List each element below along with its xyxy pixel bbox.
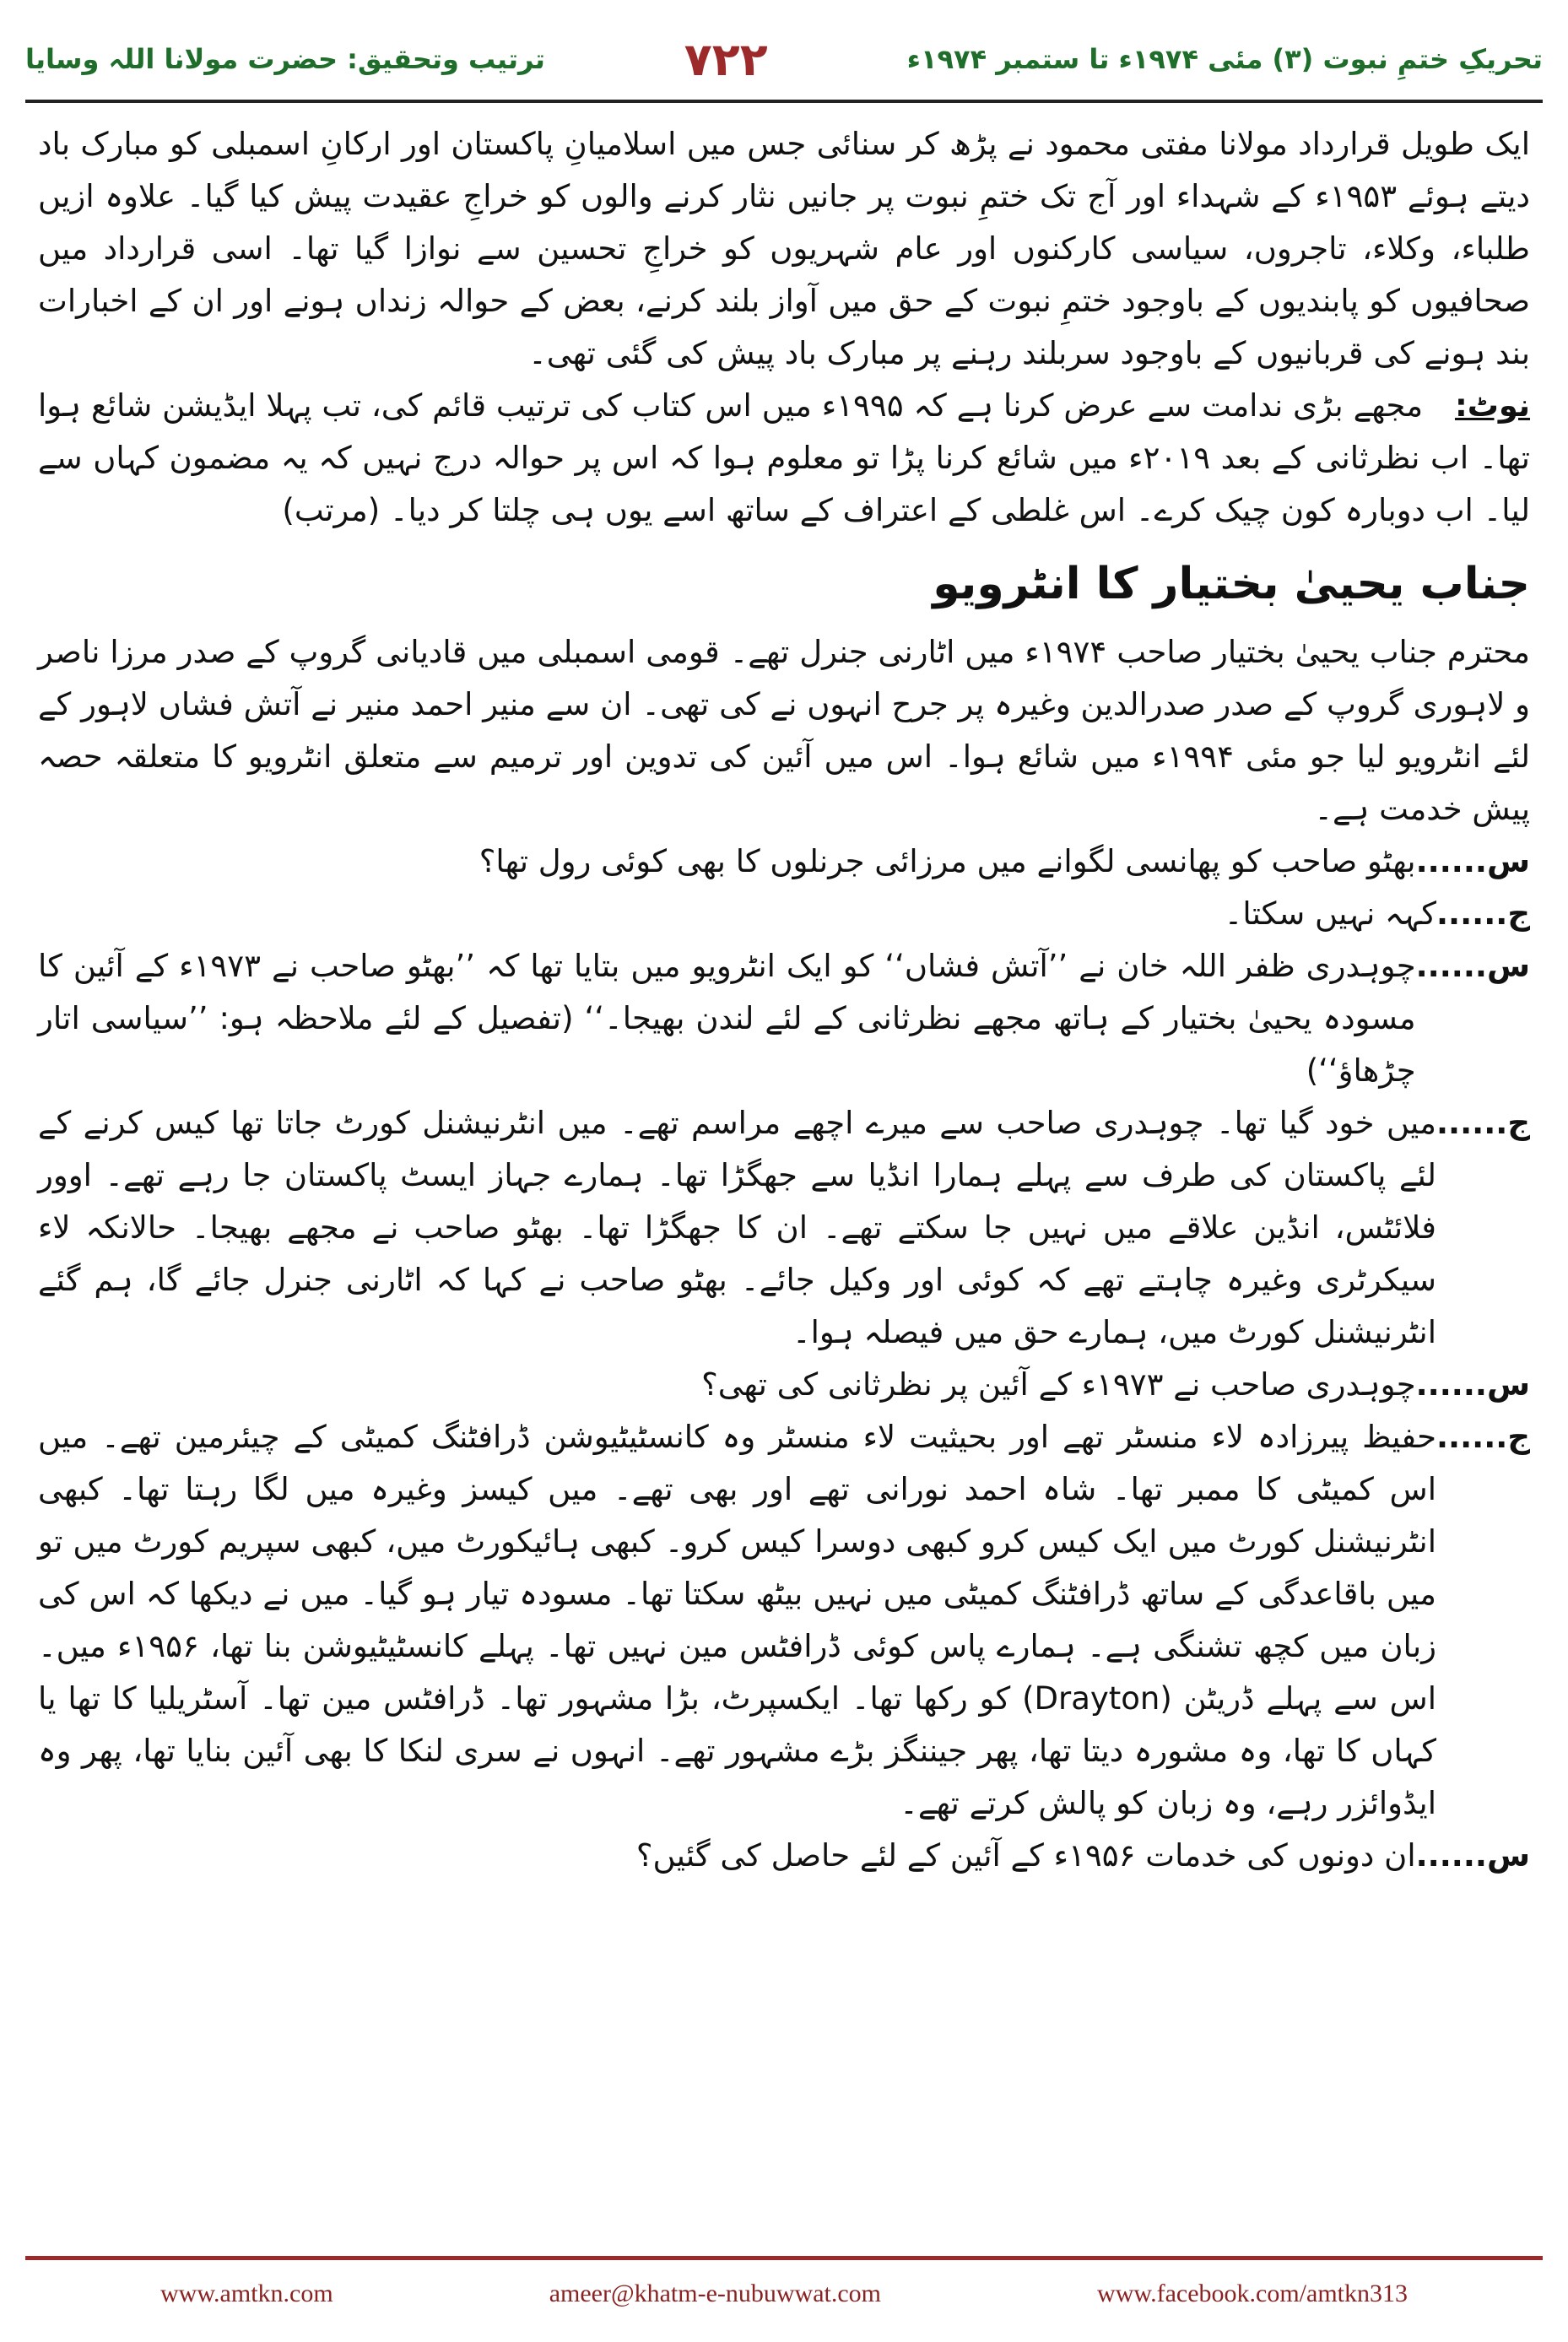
page-body: [38, 118, 1530, 2241]
website-link[interactable]: www.amtkn.com: [160, 2279, 333, 2307]
page-footer: [25, 2256, 1543, 2327]
qa-marker: س......: [1415, 948, 1530, 984]
compiler-credit: ترتیب وتحقیق: حضرت مولانا اللہ وسایا: [25, 43, 545, 75]
qa-item: [38, 940, 1530, 1097]
qa-item: [38, 1359, 1530, 1411]
qa-text: چوہدری ظفر اللہ خان نے ’’آتش فشاں‘‘ کو ایک انٹرویو میں بتایا تھا کہ ’’بھٹو صاحب نے ۱۹۷۳ء کے آئین کا مسودہ یحییٰ بختیار کے ہاتھ مجھے نظرثانی کے لئے لندن بھیجا۔‘‘ (تفصیل کے لئے ملاحظہ ہو: ’’سیاسی اتار چڑھاؤ‘‘): [38, 948, 1416, 1089]
email-link[interactable]: ameer@khatm-e-nubuwwat.com: [549, 2279, 882, 2307]
qa-marker: س......: [1415, 1837, 1530, 1874]
qa-text: کہہ نہیں سکتا۔: [1224, 895, 1436, 932]
note-label: نوٹ:: [1454, 387, 1531, 424]
section-title: جناب یحییٰ بختیار کا انٹرویو: [933, 559, 1530, 609]
qa-text: ان دونوں کی خدمات ۱۹۵۶ء کے آئین کے لئے حاصل کی گئیں؟: [635, 1837, 1416, 1874]
section-intro: محترم جناب یحییٰ بختیار صاحب ۱۹۷۴ء میں اٹارنی جنرل تھے۔ قومی اسمبلی میں قادیانی گروپ کے صدر مرزا ناصر و لاہوری گروپ کے صدر صدرالدین وغیرہ پر جرح انہوں نے کی تھی۔ ان سے منیر احمد منیر نے آتش فشاں لاہور کے لئے انٹرویو لیا جو مئی ۱۹۹۴ء میں شائع ہوا۔ اس میں آئین کی تدوین اور ترمیم سے متعلق انٹرویو کا متعلقہ حصہ پیش خدمت ہے۔: [38, 634, 1531, 827]
qa-item: [38, 1411, 1530, 1830]
qa-text: میں خود گیا تھا۔ چوہدری صاحب سے میرے اچھے مراسم تھے۔ میں انٹرنیشنل کورٹ جاتا تھا کیس کرنے کے لئے پاکستان کی طرف سے پہلے ہمارا انڈیا سے جھگڑا تھا۔ ہمارے جہاز ایسٹ پاکستان جا رہے تھے۔ اوور فلائٹس، انڈین علاقے میں نہیں جا سکتے تھے۔ ان کا جھگڑا تھا۔ بھٹو صاحب نے مجھے بھیجا۔ حالانکہ لاء سیکرٹری وغیرہ چاہتے تھے کہ کوئی اور وکیل جائے۔ بھٹو صاحب نے کہا کہ اٹارنی جنرل جائے گا، ہم گئے انٹرنیشنل کورٹ میں، ہمارے حق میں فیصلہ ہوا۔: [38, 1105, 1436, 1350]
facebook-link[interactable]: www.facebook.com/amtkn313: [1097, 2279, 1408, 2307]
qa-marker: ج......: [1436, 1105, 1530, 1141]
page-number: ۷۲۲: [684, 32, 768, 86]
qa-marker: س......: [1415, 1366, 1530, 1403]
qa-marker: ج......: [1436, 895, 1530, 932]
qa-marker: ج......: [1436, 1419, 1530, 1455]
qa-item: [38, 888, 1530, 940]
qa-text: چوہدری صاحب نے ۱۹۷۳ء کے آئین پر نظرثانی کی تھی؟: [701, 1366, 1416, 1403]
series-title: تحریکِ ختمِ نبوت (۳) مئی ۱۹۷۴ء تا ستمبر ۱۹۷۴ء: [906, 43, 1543, 75]
note-text: مجھے بڑی ندامت سے عرض کرنا ہے کہ ۱۹۹۵ء میں اس کتاب کی ترتیب قائم کی، تب پہلا ایڈیشن شائع ہوا تھا۔ اب نظرثانی کے بعد ۲۰۱۹ء میں شائع کرنا پڑا تو معلوم ہوا کہ اس پر حوالہ درج نہیں کہ یہ مضمون کہاں سے لیا۔ اب دوبارہ کون چیک کرے۔ اس غلطی کے اعتراف کے ساتھ اسے یوں ہی چلتا کر دیا۔ (مرتب): [38, 387, 1530, 528]
intro-paragraph: ایک طویل قرارداد مولانا مفتی محمود نے پڑھ کر سنائی جس میں اسلامیانِ پاکستان اور ارکانِ اسمبلی کو مبارک باد دیتے ہوئے ۱۹۵۳ء کے شہداء اور آج تک ختمِ نبوت پر جانیں نثار کرنے والوں کو خراجِ عقیدت پیش کیا گیا۔ علاوہ ازیں طلباء، وکلاء، تاجروں، سیاسی کارکنوں اور عام شہریوں کو خراجِ تحسین سے نوازا گیا تھا۔ اسی قرارداد میں صحافیوں کو پابندیوں کے باوجود ختمِ نبوت کے حق میں آواز بلند کرنے، بعض کے حوالہ زنداں ہونے اور ان کے اخبارات بند ہونے کی قربانیوں کے باوجود سربلند رہنے پر مبارک باد پیش کی گئی تھی۔: [38, 126, 1530, 371]
note-paragraph: [38, 380, 1530, 537]
qa-marker: س......: [1415, 843, 1530, 879]
header-divider: [25, 100, 1543, 103]
qa-item: [38, 1830, 1530, 1882]
page-header: [25, 25, 1543, 93]
qa-item: [38, 836, 1530, 888]
qa-item: [38, 1097, 1530, 1359]
qa-text: بھٹو صاحب کو پھانسی لگوانے میں مرزائی جرنلوں کا بھی کوئی رول تھا؟: [479, 843, 1416, 879]
qa-text: حفیظ پیرزادہ لاء منسٹر تھے اور بحیثیت لاء منسٹر وہ کانسٹیٹیوشن ڈرافٹنگ کمیٹی کے چیئرمین تھے۔ میں اس کمیٹی کا ممبر تھا۔ شاہ احمد نورانی تھے اور بھی تھے۔ میں کیسز وغیرہ میں لگا رہتا تھا۔ کبھی انٹرنیشنل کورٹ میں ایک کیس کرو کبھی دوسرا کیس کرو۔ کبھی ہائیکورٹ میں، کبھی سپریم کورٹ میں تو میں باقاعدگی کے ساتھ ڈرافٹنگ کمیٹی میں نہیں بیٹھ سکتا تھا۔ مسودہ تیار ہو گیا۔ میں نے دیکھا کہ اس کی زبان میں کچھ تشنگی ہے۔ ہمارے پاس کوئی ڈرافٹس مین نہیں تھا۔ پہلے کانسٹیٹیوشن بنا تھا، ۱۹۵۶ء میں۔ اس سے پہلے ڈریٹن (Drayton) کو رکھا تھا۔ ایکسپرٹ، بڑا مشہور تھا۔ ڈرافٹس مین تھا۔ آسٹریلیا کا تھا یا کہاں کا تھا، وہ مشورہ دیتا تھا، پھر جیننگز بڑے مشہور تھے۔ انہوں نے سری لنکا کا بھی آئین بنایا تھا، پھر وہ ایڈوائزر رہے، وہ زبان کو پالش کرتے تھے۔: [38, 1419, 1436, 1821]
